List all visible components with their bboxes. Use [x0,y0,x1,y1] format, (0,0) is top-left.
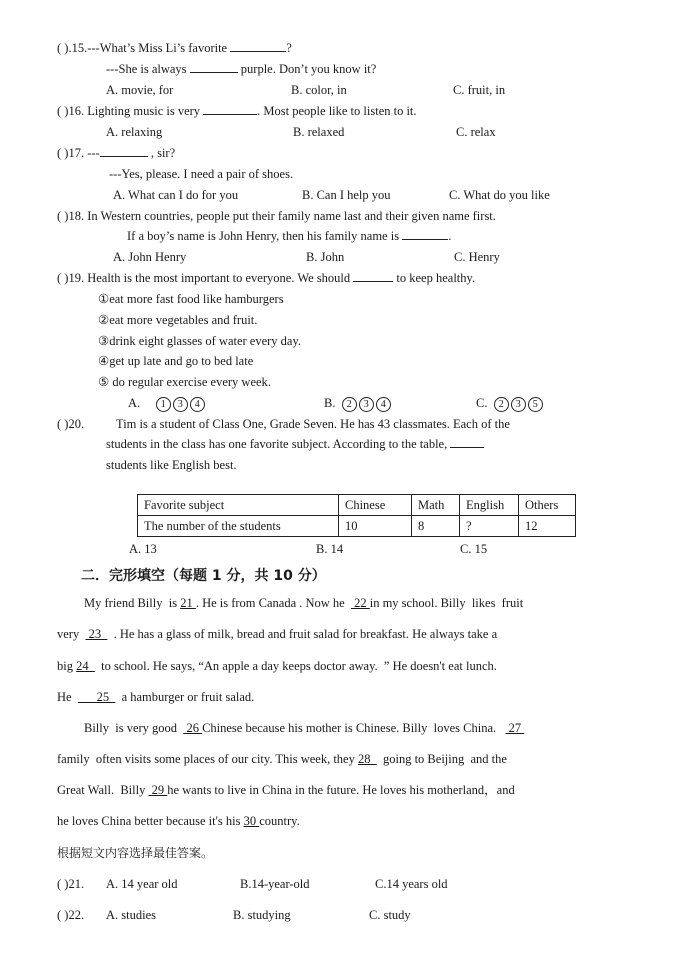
table-header-cell: Others [519,495,576,516]
blank-number: 21 [180,596,196,610]
favorite-subject-table [137,494,576,537]
passage-text: in my school. Billy likes fruit [369,596,524,610]
q19-item-1: ①eat more fast food like hamburgers [98,292,284,306]
table-header-cell: Favorite subject [138,495,339,516]
q18-option-c: C. Henry [454,250,500,264]
answer-blank [353,281,393,282]
q21-option-c: C.14 years old [375,877,448,891]
q22-option-c: C. study [369,908,411,922]
answer-blank [450,447,484,448]
table-header-cell: English [460,495,519,516]
q22-number: ( )22. [57,908,85,922]
q20-line2: students in the class has one favorite subject. According to the table, [106,436,484,452]
passage-line-6 [57,751,507,767]
q19-option-c: C. 2 3 5 [476,395,545,412]
q20-option-a: A. 13 [129,542,157,556]
passage-text: big [57,659,77,673]
q19-item-2: ②eat more vegetables and fruit. [98,313,258,327]
q19-item-5: ⑤ do regular exercise every week. [98,375,271,389]
passage-text: to school. He says, “An apple a day keeps doctor away. ” He doesn't eat lunch. [94,659,497,673]
passage-text: He [57,690,78,704]
q22-option-b: B. studying [233,908,291,922]
q17-option-a: A. What can I do for you [113,188,239,202]
q16-option-b: B. relaxed [293,125,345,139]
answer-blank [100,156,148,157]
blank-number: 30 [243,814,260,828]
blank-number: 22 [350,596,370,610]
table-cell: 8 [412,516,460,537]
passage-text: Great Wall. Billy [57,783,149,797]
table-row [138,516,576,537]
q20-line3: students like English best. [106,458,237,472]
table-cell: 12 [519,516,576,537]
q20-option-c: C. 15 [460,542,488,556]
passage-text: My friend Billy is [84,596,181,610]
table-header-cell: Math [412,495,460,516]
q19-option-a: A. 1 3 4 [128,395,207,412]
passage-text: he loves China better because it's his [57,814,244,828]
passage-text: he wants to live in China in the future. He loves his motherland，and [167,783,515,797]
passage-text: . He has a glass of milk, bread and fruit salad for breakfast. He always take a [107,627,498,641]
answer-blank [203,114,257,115]
table-cell: 10 [339,516,412,537]
blank-number: 28 [357,752,377,766]
q20-number: ( )20. [57,417,85,431]
q16-option-c: C. relax [456,125,496,139]
blank-number: 26 [183,721,203,735]
q19-stem: ( )19. Health is the most important to everyone. We should to keep healthy. [57,271,476,285]
blank-number: 27 [505,721,525,735]
passage-line-3 [57,658,497,674]
q22-option-a: A. studies [106,908,156,922]
blank-number: 29 [148,783,168,797]
table-cell: The number of the students [138,516,339,537]
q15-option-a: A. movie, for [106,83,174,97]
q21-number: ( )21. [57,877,85,891]
q17-option-b: B. Can I help you [302,188,391,202]
blank-number: 25 [77,690,116,704]
q18-option-a: A. John Henry [113,250,187,264]
q18-option-b: B. John [306,250,345,264]
passage-text: going to Beijing and the [376,752,507,766]
passage-text: a hamburger or fruit salad. [115,690,255,704]
blank-number: 24 [76,659,95,673]
q21-option-a: A. 14 year old [106,877,178,891]
passage-text: family often visits some places of our city. This week, they [57,752,358,766]
passage-line-8 [57,813,300,829]
answer-blank [402,239,448,240]
q20-line1: Tim is a student of Class One, Grade Seven. He has 43 classmates. Each of the [116,417,510,431]
instruction: 根据短文内容选择最佳答案。 [57,846,214,860]
q18-stem: ( )18. In Western countries, people put their family name last and their given name first. [57,209,496,223]
passage-line-7 [57,782,515,798]
answer-blank [230,51,286,52]
q15-dialog: ---She is always purple. Don’t you know it? [106,62,377,76]
blank-number: 23 [85,627,108,641]
q15-option-c: C. fruit, in [453,83,506,97]
answer-blank [190,72,238,73]
q15-option-b: B. color, in [291,83,347,97]
q17-dialog: ---Yes, please. I need a pair of shoes. [109,167,294,181]
passage-text: Billy is very good [84,721,184,735]
q19-option-b: B. 2 3 4 [324,395,393,412]
q16-stem: ( )16. Lighting music is very . Most people like to listen to it. [57,104,417,118]
passage-line-1 [84,595,523,611]
table-header-cell: Chinese [339,495,412,516]
q15-stem: ( ).15.---What’s Miss Li’s favorite ? [57,41,292,55]
passage-text: very [57,627,86,641]
q18-line2: If a boy’s name is John Henry, then his family name is . [127,229,452,243]
q20-option-b: B. 14 [316,542,344,556]
section-title: 二．完形填空（每题 1 分，共 10 分） [81,568,326,584]
q17-stem: ( )17. --- , sir? [57,146,176,160]
passage-text: . He is from Canada . Now he [195,596,351,610]
q17-option-c: C. What do you like [449,188,550,202]
passage-line-2 [57,626,497,642]
q21-option-b: B.14-year-old [240,877,310,891]
q19-item-3: ③drink eight glasses of water every day. [98,334,302,348]
passage-text: country. [259,814,300,828]
table-row [138,495,576,516]
q19-item-4: ④get up late and go to bed late [98,354,254,368]
passage-text: Chinese because his mother is Chinese. Billy loves China. [202,721,506,735]
q16-option-a: A. relaxing [106,125,163,139]
passage-line-4 [57,689,254,705]
passage-line-5 [84,720,524,736]
table-cell: ? [460,516,519,537]
